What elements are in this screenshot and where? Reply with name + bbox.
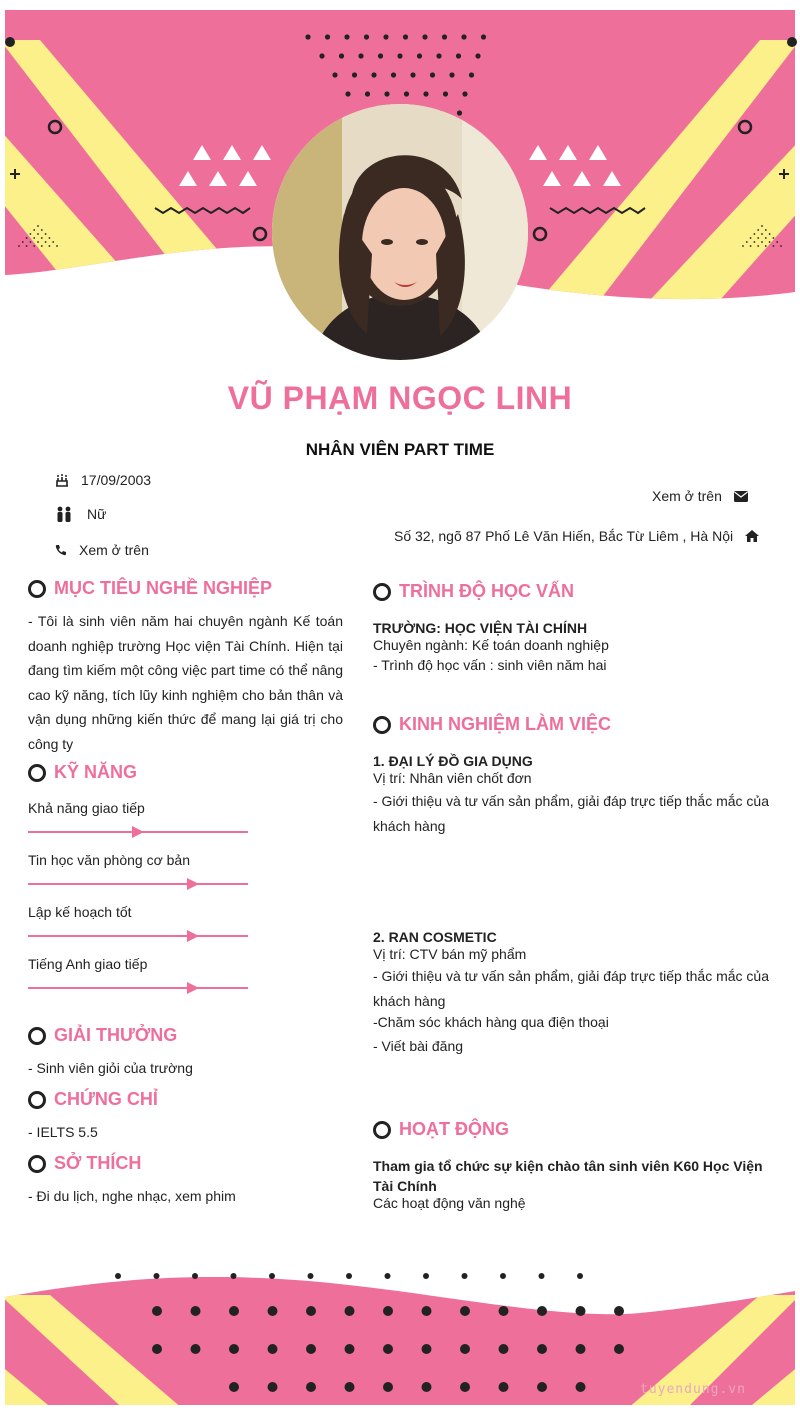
education-major: Chuyên ngành: Kế toán doanh nghiệp <box>373 637 609 653</box>
phone-value: Xem ở trên <box>79 542 149 558</box>
skill-bar <box>28 935 248 937</box>
gender-value: Nữ <box>87 506 107 522</box>
skill-bar <box>28 883 248 885</box>
skill-item <box>28 904 268 920</box>
candidate-name: VŨ PHẠM NGỌC LINH <box>227 380 573 416</box>
experience-title: KINH NGHIỆM LÀM VIỆC <box>399 714 612 734</box>
job-2-detail: -Chăm sóc khách hàng qua điện thoại <box>373 1014 609 1030</box>
gender-row <box>55 506 106 522</box>
education-title: TRÌNH ĐỘ HỌC VẤN <box>399 581 574 601</box>
bullet-ring-icon <box>373 583 391 601</box>
skill-label: Tiếng Anh giao tiếp <box>28 956 148 972</box>
skill-level-marker <box>187 982 199 994</box>
certificates-title: CHỨNG CHỈ <box>54 1089 158 1109</box>
people-icon <box>55 506 73 522</box>
activities-text: Các hoạt động văn nghệ <box>373 1195 526 1211</box>
activities-headline: Tham gia tổ chức sự kiện chào tân sinh viên K60 Học Viện Tài Chính <box>373 1158 763 1194</box>
job-2-detail: - Viết bài đăng <box>373 1038 464 1054</box>
envelope-icon <box>734 491 748 502</box>
skill-label: Khả năng giao tiếp <box>28 800 145 816</box>
job-title: NHÂN VIÊN PART TIME <box>305 440 495 459</box>
birthday-row <box>55 472 151 488</box>
bullet-ring-icon <box>28 1027 46 1045</box>
skill-label: Tin học văn phòng cơ bản <box>28 852 190 868</box>
skill-level-marker <box>187 878 199 890</box>
bullet-ring-icon <box>373 1121 391 1139</box>
job-1-detail: - Giới thiệu và tư vấn sản phẩm, giải đáp trực tiếp thắc mắc của khách hàng <box>373 793 769 834</box>
bullet-ring-icon <box>373 716 391 734</box>
job-1-position: Vị trí: Nhân viên chốt đơn <box>373 770 532 786</box>
skill-bar <box>28 987 248 989</box>
phone-icon <box>55 544 67 556</box>
job-2-detail: - Giới thiệu và tư vấn sản phẩm, giải đáp trực tiếp thắc mắc của khách hàng <box>373 968 769 1009</box>
email-row <box>652 488 748 504</box>
skill-item <box>28 852 268 868</box>
phone-row <box>55 542 149 558</box>
cake-icon <box>55 473 69 487</box>
job-2-position: Vị trí: CTV bán mỹ phẩm <box>373 946 527 962</box>
hobbies-title: SỞ THÍCH <box>54 1153 142 1173</box>
activities-title: HOẠT ĐỘNG <box>399 1119 509 1139</box>
education-level: - Trình độ học vấn : sinh viên năm hai <box>373 657 607 673</box>
career-goal-text: - Tôi là sinh viên năm hai chuyên ngành Kế toán doanh nghiệp trường Học viện Tài Chính. Hiện tại đang tìm kiếm một công việc part time có thể nâng cao kỹ năng, tích lũy kinh nghiệm cho bản thân và vận dụng những kiến thức để mang lại giá trị cho công ty <box>28 613 343 752</box>
certificates-text: - IELTS 5.5 <box>28 1124 98 1140</box>
hobbies-text: - Đi du lịch, nghe nhạc, xem phim <box>28 1188 236 1204</box>
birthday-value: 17/09/2003 <box>81 472 152 488</box>
email-value: Xem ở trên <box>652 488 722 504</box>
education-heading <box>373 581 574 602</box>
skill-item <box>28 800 268 816</box>
career-goal-title: MỤC TIÊU NGHỀ NGHIỆP <box>54 578 273 598</box>
bullet-ring-icon <box>28 580 46 598</box>
address-value: Số 32, ngõ 87 Phố Lê Văn Hiến, Bắc Từ Liêm , Hà Nội <box>394 528 734 544</box>
hobbies-heading <box>28 1153 141 1174</box>
career-goal-heading <box>28 578 272 599</box>
skills-heading <box>28 762 137 783</box>
awards-text: - Sinh viên giỏi của trường <box>28 1060 193 1076</box>
education-school: TRƯỜNG: HỌC VIỆN TÀI CHÍNH <box>373 620 588 636</box>
skill-level-marker <box>132 826 144 838</box>
certificates-heading <box>28 1089 158 1110</box>
experience-heading <box>373 714 611 735</box>
skills-title: KỸ NĂNG <box>54 762 138 782</box>
skill-level-marker <box>187 930 199 942</box>
bullet-ring-icon <box>28 1091 46 1109</box>
address-row <box>394 528 759 544</box>
awards-title: GIẢI THƯỞNG <box>54 1025 178 1045</box>
skill-item <box>28 956 268 972</box>
job-1-company: 1. ĐẠI LÝ ĐỒ GIA DỤNG <box>373 753 533 769</box>
home-icon <box>745 530 759 542</box>
skill-label: Lập kế hoạch tốt <box>28 904 132 920</box>
bullet-ring-icon <box>28 1155 46 1173</box>
bullet-ring-icon <box>28 764 46 782</box>
watermark: tuyendung.vn <box>640 1382 746 1397</box>
activities-heading <box>373 1119 509 1140</box>
job-2-company: 2. RAN COSMETIC <box>373 929 497 945</box>
awards-heading <box>28 1025 177 1046</box>
avatar <box>272 104 528 360</box>
